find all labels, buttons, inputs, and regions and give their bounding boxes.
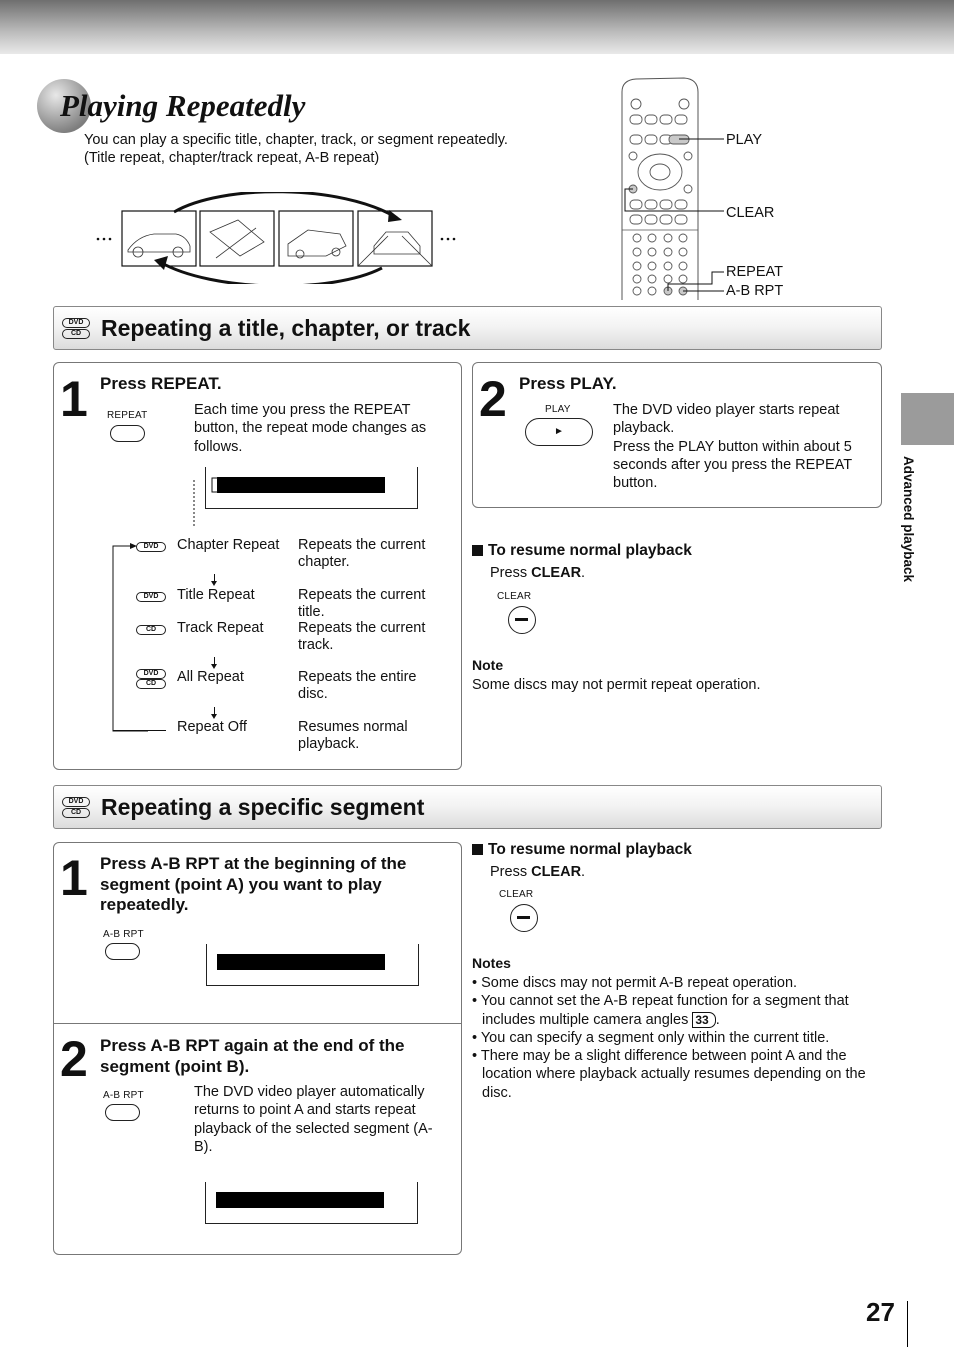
step-text: Each time you press the REPEAT button, the repeat mode changes as follows. — [194, 402, 427, 455]
step-title: Press A-B RPT again at the end of the segment (point B). — [100, 1036, 405, 1076]
mode-desc: Repeats the current track. — [298, 620, 426, 653]
dvd-badge-icon: DVD — [136, 542, 166, 552]
step-title: Press REPEAT. — [100, 374, 222, 393]
page-number-rule — [907, 1301, 908, 1347]
mode-name: Repeat Off — [177, 719, 247, 735]
intro-text: You can play a specific title, chapter, track, or segment repeatedly. (Title repeat, chapter/track repeat, A-B repeat) — [84, 132, 508, 166]
clear-button-icon — [510, 904, 538, 932]
step-title: Press PLAY. — [519, 374, 617, 393]
list-item: • There may be a slight difference between point A and the location where playback actually resumes depending on the disc. — [472, 1048, 866, 1101]
step-text: The DVD video player automatically returns to point A and starts repeat playback of the selected segment (A-B). — [194, 1084, 433, 1155]
section-title: Repeating a specific segment — [101, 794, 425, 820]
side-tab-label: Advanced playback — [901, 456, 916, 583]
mode-desc: Repeats the current chapter. — [298, 537, 426, 570]
mode-cycle-loop — [108, 540, 148, 735]
mode-desc: Resumes normal playback. — [298, 719, 408, 752]
dvd-badge-icon: DVD — [136, 592, 166, 602]
clear-button-label: CLEAR — [499, 889, 534, 900]
remote-label-ab-rpt: A-B RPT — [726, 283, 784, 299]
down-arrow-icon — [214, 574, 215, 582]
resume-text: Press CLEAR. — [490, 864, 586, 880]
note-text: Some discs may not permit repeat operation. — [472, 677, 761, 693]
mode-name: Title Repeat — [177, 587, 255, 603]
dvd-cd-badge-icon: DVD CD — [62, 318, 90, 338]
list-item: • You cannot set the A-B repeat function for a segment that includes multiple camera angles 33 . — [472, 993, 849, 1028]
mode-name: All Repeat — [177, 669, 244, 685]
notes-heading: Notes — [472, 955, 511, 971]
square-bullet-icon — [472, 844, 483, 855]
step-number: 2 — [60, 1031, 88, 1087]
play-button-label: PLAY — [545, 404, 571, 415]
resume-heading: To resume normal playback — [472, 541, 692, 562]
resume-text: Press CLEAR. — [490, 565, 586, 581]
remote-label-repeat: REPEAT — [726, 264, 783, 280]
section-header-repeat-segment — [53, 785, 882, 829]
step-number: 1 — [60, 371, 88, 427]
note-heading: Note — [472, 657, 504, 673]
section-header-repeat-title — [53, 306, 882, 350]
step-title: Press A-B RPT at the beginning of the segment (point A) you want to play repeatedly. — [100, 854, 407, 914]
dvd-cd-badge-icon: DVD CD — [62, 797, 90, 817]
cd-badge-icon: CD — [136, 625, 166, 635]
remote-control-illustration — [616, 76, 736, 302]
step-divider — [53, 1023, 461, 1024]
osd-pointer-dashed — [190, 472, 220, 528]
section-title: Repeating a title, chapter, or track — [101, 315, 471, 341]
chapter-tab-marker — [901, 393, 954, 445]
step-number: 2 — [479, 371, 507, 427]
mode-desc: Repeats the current title. — [298, 587, 426, 620]
repeat-filmstrip-illustration — [92, 192, 472, 284]
remote-label-play: PLAY — [726, 132, 763, 148]
osd-bar — [216, 1192, 384, 1208]
ab-rpt-button-icon — [105, 943, 140, 960]
step-number: 1 — [60, 850, 88, 906]
square-bullet-icon — [472, 545, 483, 556]
header-band — [0, 0, 954, 54]
osd-bar — [217, 477, 385, 493]
down-arrow-icon — [214, 657, 215, 665]
mode-name: Track Repeat — [177, 620, 264, 636]
ab-rpt-button-label: A-B RPT — [103, 1090, 144, 1101]
list-item: • Some discs may not permit A-B repeat operation. — [472, 975, 798, 991]
remote-label-clear: CLEAR — [726, 205, 775, 221]
step-text: The DVD video player starts repeat playback. Press the PLAY button within about 5 seconds after you press the REPEAT button. — [613, 402, 852, 492]
page-ref-badge: 33 — [692, 1012, 715, 1028]
play-button-icon: ► — [525, 418, 593, 446]
list-item: • You can specify a segment only within the current title. — [472, 1029, 830, 1046]
page-title: Playing Repeatedly — [60, 88, 306, 123]
dvd-cd-badge-icon: DVD CD — [136, 669, 166, 689]
ab-rpt-button-icon — [105, 1104, 140, 1121]
resume-heading: To resume normal playback — [472, 840, 692, 861]
notes-list — [472, 974, 877, 1102]
mode-desc: Repeats the entire disc. — [298, 669, 417, 702]
mode-name: Chapter Repeat — [177, 537, 280, 553]
clear-button-label: CLEAR — [497, 591, 532, 602]
page-number: 27 — [866, 1297, 895, 1327]
cycle-line — [113, 730, 166, 731]
ab-rpt-button-label: A-B RPT — [103, 929, 144, 940]
clear-button-icon — [508, 606, 536, 634]
repeat-button-icon — [110, 425, 145, 442]
repeat-button-label: REPEAT — [107, 410, 148, 421]
osd-bar — [217, 954, 385, 970]
down-arrow-icon — [214, 707, 215, 715]
